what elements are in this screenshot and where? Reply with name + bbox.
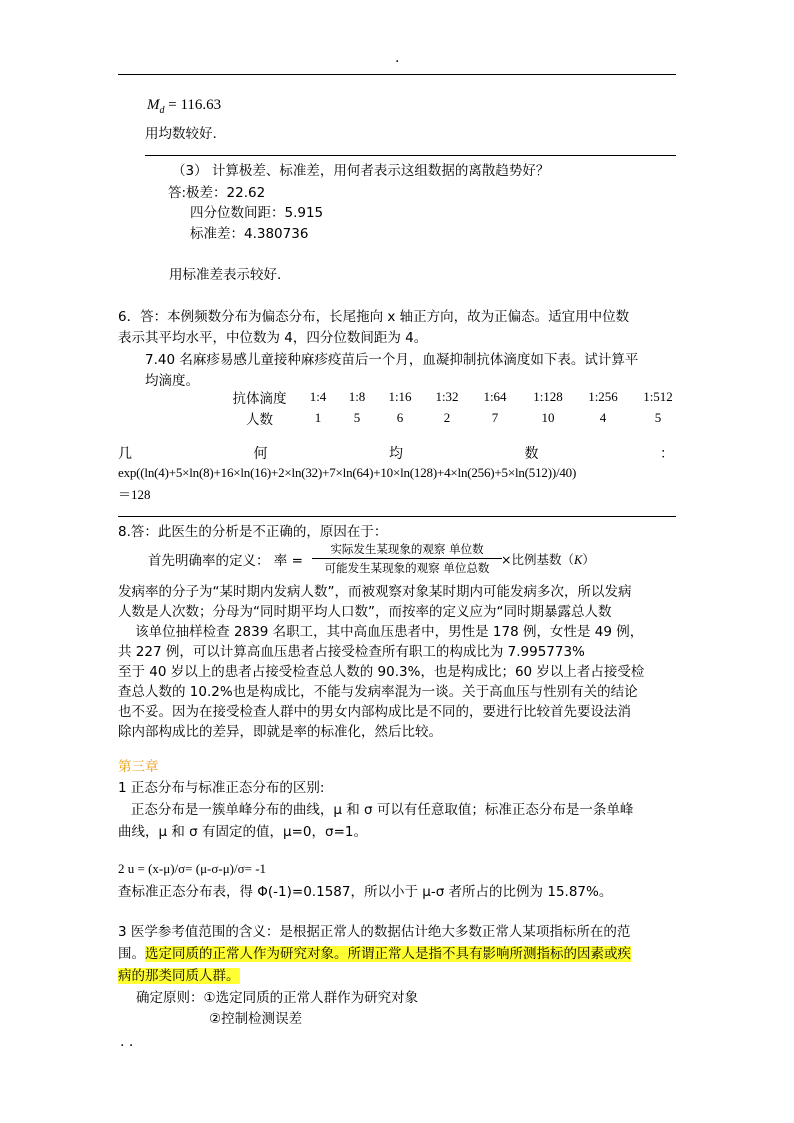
gm-char: 几 (118, 446, 132, 462)
fraction-bar (312, 558, 502, 559)
q3-title: （3） 计算极差、标准差，用何者表示这组数据的离散趋势好？ (172, 163, 550, 179)
md-value: = 116.63 (164, 97, 222, 113)
q3-iqr: 四分位数间距：5.915 (190, 205, 324, 221)
q7-line1: 7.40 名麻疹易感儿童接种麻疹疫苗后一个月，血凝抑制抗体滴度如下表。试计算平 (145, 352, 639, 368)
q8-intro: 8.答：此医生的分析是不正确的，原因在于： (118, 524, 388, 540)
ch3-q3-l2 (118, 942, 631, 962)
count-cell: 5 (654, 409, 662, 425)
count-row (222, 407, 685, 428)
titer-row (222, 386, 685, 407)
rate-def-suffix (501, 550, 595, 568)
ch3-q1-title: 1 正态分布与标准正态分布的区别: (118, 780, 325, 796)
md-sub: d (159, 105, 165, 116)
rate-suffix-text: ×比例基数（ (501, 552, 574, 567)
gm-result: ＝128 (118, 487, 151, 502)
gm-char: 何 (253, 446, 268, 462)
gm-char: 数 (524, 446, 539, 462)
q3-range: 答:极差：22.62 (168, 185, 266, 201)
titer-cell: 1:4 (309, 388, 327, 404)
footer-mark: . . (120, 1034, 134, 1050)
titer-cell: 1:8 (348, 388, 366, 404)
q8-rule (118, 516, 676, 517)
gm-formula: exp((ln(4)+5×ln(8)+16×ln(16)+2×ln(32)+7×ln(64)+10×ln(128)+4×ln(256)+5×ln(512))/40) (118, 465, 577, 480)
principle-2: ②控制检测误差 (209, 1011, 303, 1027)
principle-1: 确定原则：①选定同质的正常人群作为研究对象 (136, 990, 419, 1006)
titer-cell: 1:256 (588, 388, 618, 404)
q8-p1-l2: 人数是人次数；分母为“同时期平均人口数”，而按率的定义应为“同时期暴露总人数 (118, 604, 612, 620)
q8-p3-l2: 查总人数的 10.2%也是构成比，不能与发病率混为一谈。关于高血压与性别有关的结论 (118, 684, 638, 700)
rate-def-prefix: 首先明确率的定义： 率 = (148, 553, 303, 569)
md-formula (147, 97, 221, 116)
ch3-q2-l2: 查标准正态分布表，得 Φ(-1)=0.1587，所以小于 μ-σ 者所占的比例为 15.87%。 (118, 884, 613, 900)
q8-p3-l3: 也不妥。因为在接受检查人群中的男女内部构成比是不同的，要进行比较首先要设法消 (118, 704, 631, 720)
gm-label (118, 443, 674, 463)
q8-p2-l1: 该单位抽样检查 2839 名职工，其中高血压患者中，男性是 178 例，女性是 49 例， (118, 624, 644, 640)
titer-cell: 1:512 (643, 388, 673, 404)
q8-p1-l1: 发病率的分子为“某时期内发病人数”，而被观察对象某时期内可能发病多次，所以发病 (118, 584, 632, 600)
titer-cell: 1:32 (435, 388, 459, 404)
count-cell: 10 (541, 409, 555, 425)
highlighted-text: 选定同质的正常人作为研究对象。所谓正常人是指不具有影响所测指标的因素或疾 (145, 946, 631, 962)
header-mark: . (395, 50, 400, 66)
q8-p3-l1: 至于 40 岁以上的患者占接受检查总人数的 90.3%，也是构成比；60 岁以上者占接受检 (118, 664, 645, 680)
count-cell: 5 (353, 409, 361, 425)
q8-p3-l4: 除内部构成比的差异，即就是率的标准化，然后比较。 (118, 724, 442, 740)
titer-cell: 1:128 (533, 388, 563, 404)
md-conclusion: 用均数较好. (145, 126, 217, 142)
q3-sd: 标准差：4.380736 (190, 226, 309, 242)
q7-line2: 均滴度。 (145, 373, 199, 389)
q8-p2-l2: 共 227 例，可以计算高血压患者占接受检查所有职工的构成比为 7.995773% (118, 644, 585, 660)
ch3-q1-l1: 正态分布是一簇单峰分布的曲线，μ 和 σ 可以有任意取值；标准正态分布是一条单峰 (118, 802, 634, 818)
q3-conclusion: 用标准差表示较好. (169, 267, 282, 283)
titer-label: 抗体滴度 (232, 390, 287, 407)
count-cell: 1 (314, 409, 322, 425)
titer-cell: 1:16 (388, 388, 412, 404)
count-cell: 6 (396, 409, 404, 425)
gm-char: 均 (389, 446, 403, 462)
rate-k: K (573, 553, 583, 567)
count-label: 人数 (246, 411, 273, 428)
q6-line2: 表示其平均水平，中位数为 4，四分位数间距为 4。 (118, 330, 428, 346)
ch3-q1-l2: 曲线，μ 和 σ 有固定的值，μ=0，σ=1。 (118, 824, 367, 840)
ch3-q3-l1: 3 医学参考值范围的含义：是根据正常人的数据估计绝大多数正常人某项指标所在的范 (118, 924, 631, 940)
q6-line1: 6．答：本例频数分布为偏态分布，长尾拖向 x 轴正方向，故为正偏态。适宜用中位数 (118, 309, 630, 325)
count-cell: 2 (443, 409, 451, 425)
md-var: M (147, 97, 160, 113)
antibody-table (222, 386, 685, 428)
count-cell: 7 (491, 409, 499, 425)
rate-close: ） (582, 552, 595, 567)
rate-denominator: 可能发生某现象的观察 单位总数 (324, 561, 490, 575)
titer-cell: 1:64 (483, 388, 507, 404)
q3-rule (145, 155, 676, 156)
chapter-title: 第三章 (118, 759, 159, 775)
count-cell: 4 (599, 409, 607, 425)
ch3-q3-l2-start: 围。 (118, 946, 145, 962)
ch3-q2-l1: 2 u = (x-μ)/σ= (μ-σ-μ)/σ= -1 (118, 861, 267, 876)
highlighted-text: 病的那类同质人群。 (118, 968, 240, 984)
header-rule (118, 74, 676, 75)
gm-char: ： (660, 446, 674, 462)
ch3-q3-l3 (118, 964, 240, 984)
rate-numerator: 实际发生某现象的观察 单位数 (330, 542, 484, 556)
